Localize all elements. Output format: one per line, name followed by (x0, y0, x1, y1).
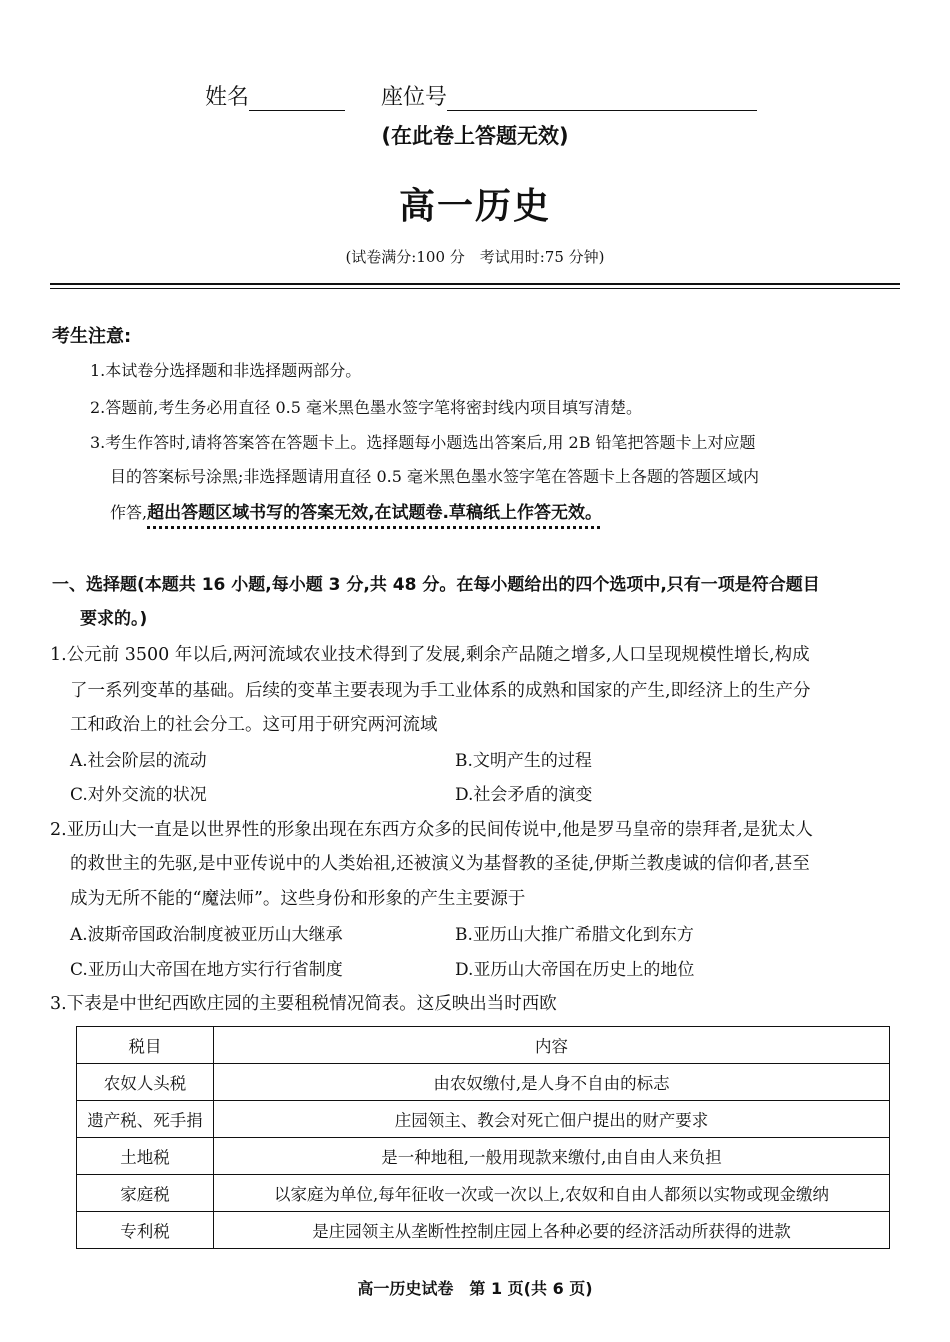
table-row (77, 1175, 890, 1212)
divider (50, 288, 900, 289)
tax-table (76, 1026, 890, 1249)
question-1-option-a[interactable]: A.社会阶层的流动 (70, 751, 207, 771)
question-1-text: 工和政治上的社会分工。这可用于研究两河流域 (70, 715, 438, 735)
divider (50, 283, 900, 285)
table-cell: 庄园领主、教会对死亡佃户提出的财产要求 (214, 1101, 890, 1138)
question-2-option-a[interactable]: A.波斯帝国政治制度被亚历山大继承 (70, 925, 343, 945)
question-2-text: 2.亚历山大一直是以世界性的形象出现在东西方众多的民间传说中,他是罗马皇帝的崇拜者,是犹太人 (50, 820, 813, 840)
table-cell: 土地税 (77, 1138, 214, 1175)
notice-item: 3.考生作答时,请将答案答在答题卡上。选择题每小题选出答案后,用 2B 铅笔把答题卡上对应题 (90, 433, 756, 452)
table-header-cell: 内容 (214, 1027, 890, 1064)
section-heading: 一、选择题(本题共 16 小题,每小题 3 分,共 48 分。在每小题给出的四个选项中,只有一项是符合题目 (52, 575, 820, 595)
table-cell: 是庄园领主从垄断性控制庄园上各种必要的经济活动所获得的进款 (214, 1212, 890, 1249)
table-header-row (77, 1027, 890, 1064)
question-1-option-d[interactable]: D.社会矛盾的演变 (455, 785, 593, 805)
table-cell: 遗产税、死手捐 (77, 1101, 214, 1138)
table-cell: 由农奴缴付,是人身不自由的标志 (214, 1064, 890, 1101)
question-1-option-c[interactable]: C.对外交流的状况 (70, 785, 207, 805)
table-row (77, 1064, 890, 1101)
question-1-text: 1.公元前 3500 年以后,两河流域农业技术得到了发展,剩余产品随之增多,人口呈现规模性增长,构成 (50, 645, 810, 665)
seat-blank (447, 88, 757, 111)
question-2-option-d[interactable]: D.亚历山大帝国在历史上的地位 (455, 960, 695, 980)
invalid-note: (在此卷上答题无效) (381, 124, 569, 148)
question-2-option-b[interactable]: B.亚历山大推广希腊文化到东方 (455, 925, 694, 945)
table-cell: 专利税 (77, 1212, 214, 1249)
name-label: 姓名 (205, 85, 250, 110)
question-2-option-c[interactable]: C.亚历山大帝国在地方实行行省制度 (70, 960, 343, 980)
table-cell: 家庭税 (77, 1175, 214, 1212)
question-2-text: 的救世主的先驱,是中亚传说中的人类始祖,还被演义为基督教的圣徒,伊斯兰教虔诚的信仰者,甚至 (70, 854, 810, 874)
question-1-text: 了一系列变革的基础。后续的变革主要表现为手工业体系的成熟和国家的产生,即经济上的生产分 (70, 681, 811, 701)
notice-item: 1.本试卷分选择题和非选择题两部分。 (90, 361, 362, 380)
table-row (77, 1138, 890, 1175)
notice-lead: 作答, (110, 503, 148, 522)
table-cell: 以家庭为单位,每年征收一次或一次以上,农奴和自由人都须以实物或现金缴纳 (214, 1175, 890, 1212)
notice-title: 考生注意: (52, 326, 132, 347)
table-header-cell: 税目 (77, 1027, 214, 1064)
name-blank (249, 88, 345, 111)
seat-label: 座位号 (381, 85, 448, 110)
table-cell: 农奴人头税 (77, 1064, 214, 1101)
student-info-row (205, 80, 757, 111)
notice-item: 目的答案标号涂黑;非选择题请用直径 0.5 毫米黑色墨水签字笔在答题卡上各题的答题区域内 (110, 467, 760, 486)
notice-item: 2.答题前,考生务必用直径 0.5 毫米黑色墨水签字笔将密封线内项目填写清楚。 (90, 398, 642, 417)
question-2-text: 成为无所不能的“魔法师”。这些身份和形象的产生主要源于 (70, 889, 526, 909)
table-cell: 是一种地租,一般用现款来缴付,由自由人来负担 (214, 1138, 890, 1175)
notice-item-emphasis (110, 498, 602, 523)
question-3-text: 3.下表是中世纪西欧庄园的主要租税情况简表。这反映出当时西欧 (50, 994, 557, 1014)
section-heading: 要求的。) (80, 609, 148, 629)
notice-emphasis: 超出答题区域书写的答案无效,在试题卷.草稿纸上作答无效。 (147, 503, 603, 523)
page-title: 高一历史 (398, 185, 551, 227)
table-row (77, 1212, 890, 1249)
exam-meta: (试卷满分:100 分 考试用时:75 分钟) (345, 248, 605, 266)
page-footer: 高一历史试卷 第 1 页(共 6 页) (357, 1279, 593, 1298)
question-1-option-b[interactable]: B.文明产生的过程 (455, 751, 592, 771)
table-row (77, 1101, 890, 1138)
